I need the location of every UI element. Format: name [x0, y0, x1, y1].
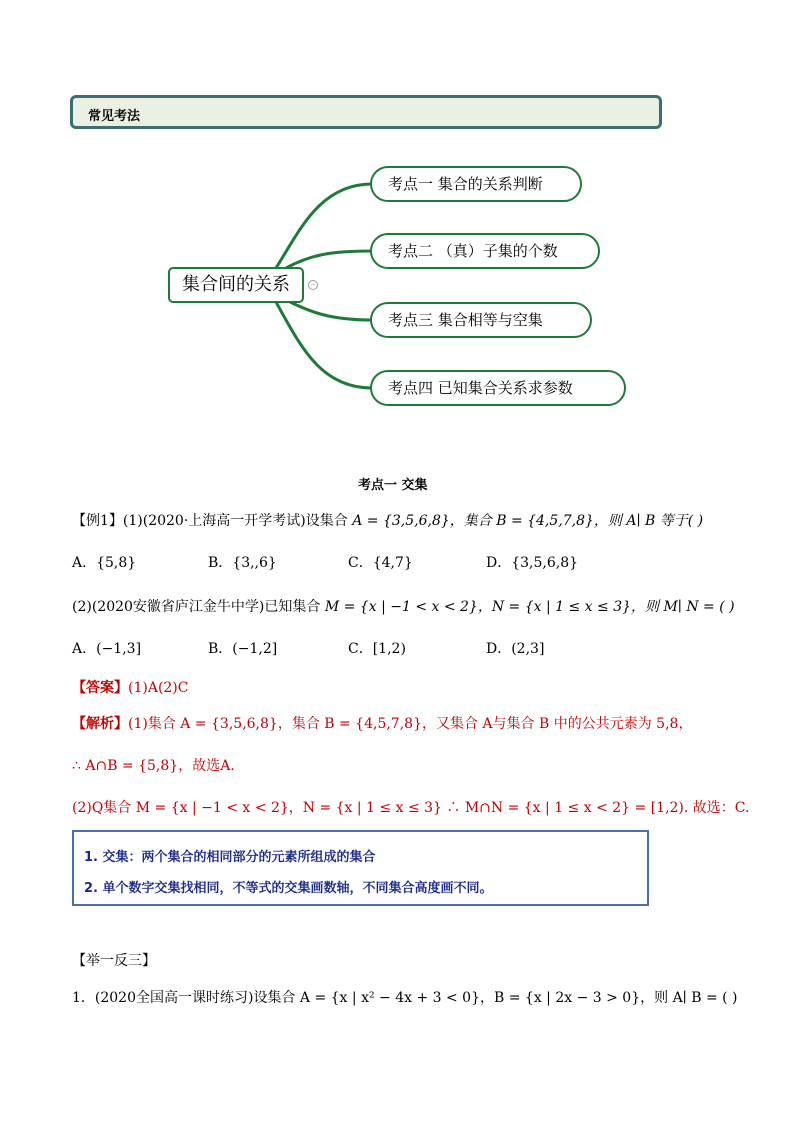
topic-title: 考点一 交集 — [358, 478, 428, 493]
example1-q1-math: A = {3,5,6,8}，集合 B = {4,5,7,8}，则 A∣ B 等于( ) — [352, 513, 704, 529]
example1-q1 — [72, 510, 703, 530]
q1-option-b: B．{3,,6} — [208, 555, 277, 571]
q2-option-c: C．[1,2) — [348, 641, 406, 657]
mindmap-branch-3: 考点三 集合相等与空集 — [370, 302, 592, 338]
example-tag: 【例1】 — [72, 513, 123, 529]
answer-line — [72, 677, 188, 697]
example1-q2-math: M = {x | −1 < x < 2}，N = {x | 1 ≤ x ≤ 3}，则 M∣ N = ( ) — [324, 599, 735, 615]
mindmap-branch-1: 考点一 集合的关系判断 — [370, 166, 582, 202]
analysis-label: 【解析】 — [72, 716, 128, 732]
q1-option-c: C．{4,7} — [348, 555, 413, 571]
analysis-line-2: ∴ A∩B = {5,8}，故选A. — [72, 758, 235, 774]
q2-option-a: A．(−1,3] — [72, 641, 142, 657]
example1-q2-source: (2)(2020安徽省庐江金牛中学)已知集合 — [72, 599, 321, 615]
example1-q1-source: (1)(2020·上海高一开学考试)设集合 — [122, 513, 348, 529]
answer-text: (1)A(2)C — [128, 680, 189, 696]
analysis-text-1: (1)集合 A = {3,5,6,8}，集合 B = {4,5,7,8}，又集合 A与集合 B 中的公共元素为 5,8， — [128, 716, 693, 732]
collapse-toggle-icon[interactable]: − — [308, 280, 318, 290]
practice-label: 【举一反三】 — [72, 953, 156, 969]
connector-3 — [286, 300, 372, 320]
q1-option-d: D．{3,5,6,8} — [486, 555, 579, 571]
mindmap-branch-4: 考点四 已知集合关系求参数 — [370, 370, 626, 406]
q2-option-d: D．(2,3] — [486, 641, 545, 657]
answer-label: 【答案】 — [72, 680, 128, 696]
connector-2 — [286, 251, 372, 268]
mindmap-branch-2: 考点二 （真）子集的个数 — [370, 233, 600, 269]
practice-q1: 1．(2020全国高一课时练习)设集合 A = {x | x² − 4x + 3 < 0}，B = {x | 2x − 3 > 0}，则 A∣ B = ( ) — [72, 990, 738, 1006]
analysis-line-1 — [72, 713, 692, 733]
q2-option-b: B．(−1,2] — [208, 641, 278, 657]
q1-option-a: A．{5,8} — [72, 555, 137, 571]
key-point-1: 1. 交集：两个集合的相同部分的元素所组成的集合 — [84, 850, 376, 865]
mindmap-connectors — [0, 0, 794, 420]
key-point-2: 2. 单个数字交集找相同，不等式的交集画数轴，不同集合高度画不同。 — [84, 881, 493, 896]
analysis-line-3: (2)Q集合 M = {x | −1 < x < 2}，N = {x | 1 ≤ x ≤ 3} ∴ M∩N = {x | 1 ≤ x < 2} = [1,2). 故选：C. — [72, 800, 750, 816]
example1-q2 — [72, 596, 735, 616]
mindmap-root: 集合间的关系 — [168, 267, 304, 303]
section-header-title: 常见考法 — [88, 109, 141, 124]
